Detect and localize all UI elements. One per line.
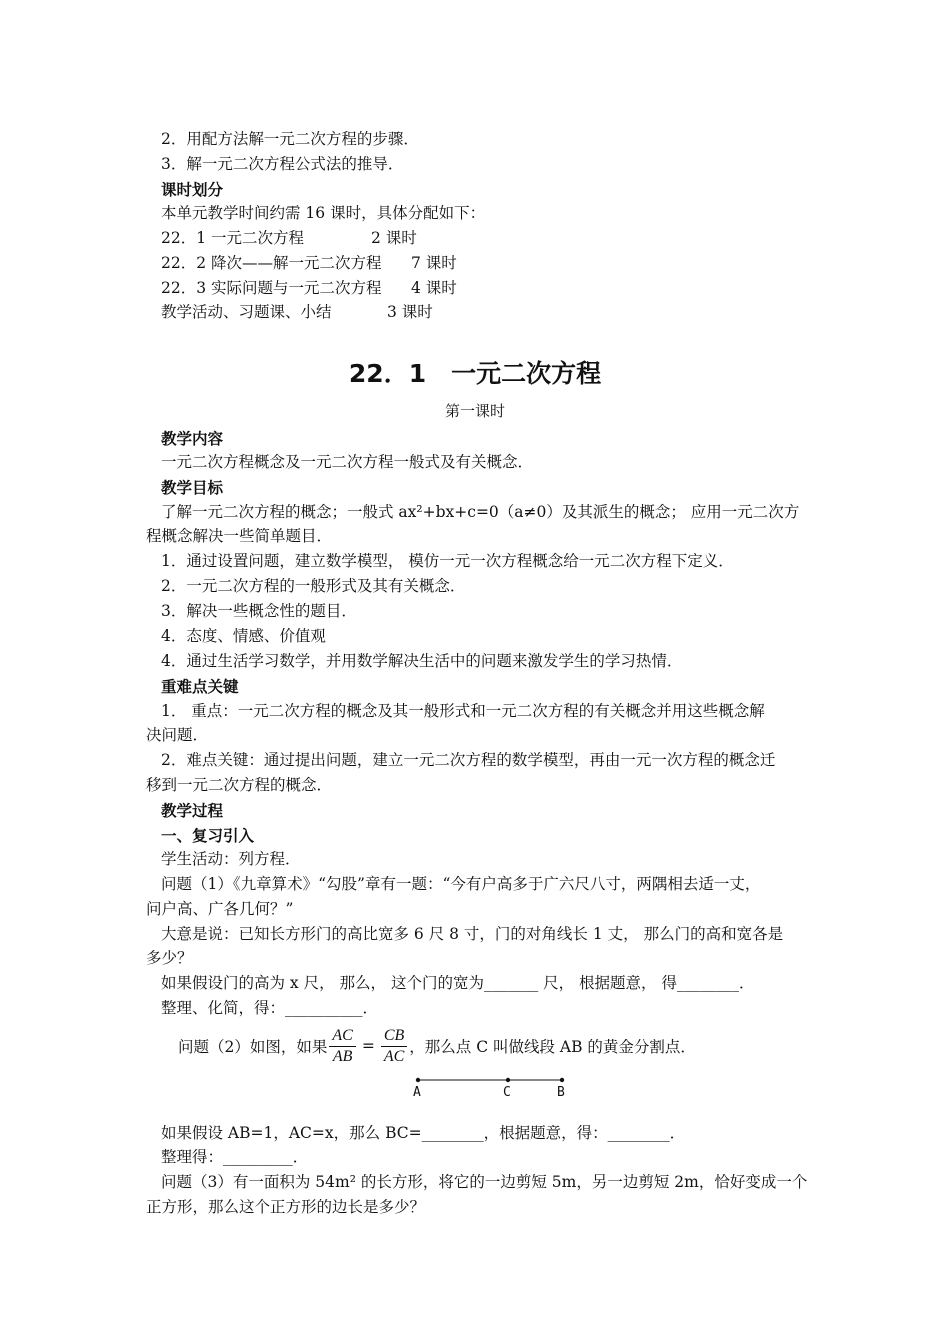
question-2-line — [178, 1021, 696, 1071]
fraction-numerator: CB — [381, 1026, 407, 1047]
goals-paragraph-line1: 了解一元二次方程的概念；一般式 ax²+bx+c=0（a≠0）及其派生的概念； 应用一元二次方 — [161, 503, 800, 521]
point-a — [416, 1078, 420, 1082]
question-3-line1: 问题（3）有一面积为 54m² 的长方形，将它的一边剪短 5m，另一边剪短 2m，恰好变成一个 — [161, 1173, 808, 1191]
question-2-suffix: ，那么点 C 叫做线段 AB 的黄金分割点． — [409, 1038, 696, 1056]
question-1-simplify: 整理、化简，得：__________． — [161, 999, 379, 1017]
keypoint-2-line2: 移到一元二次方程的概念． — [146, 776, 333, 794]
question-2-suppose: 如果假设 AB=1，AC=x，那么 BC=________，根据题意，得：________． — [161, 1124, 686, 1142]
point-b — [560, 1078, 564, 1082]
question-1-meaning-line2: 多少？ — [146, 949, 193, 967]
schedule-row — [161, 300, 825, 325]
goal-item: 3．解决一些概念性的题目． — [161, 602, 357, 620]
student-activity: 学生活动：列方程． — [161, 850, 301, 868]
question-1-line1: 问题（1）《九章算术》“勾股”章有一题：“今有户高多于广六尺八寸，两隅相去适一丈， — [161, 875, 761, 893]
label-c: C — [503, 1085, 511, 1100]
lesson-label: 第一课时 — [444, 402, 505, 420]
content-text: 一元二次方程概念及一元二次方程一般式及有关概念． — [161, 453, 534, 471]
label-a: A — [413, 1085, 421, 1100]
goal-item: 4．态度、情感、价值观 — [161, 627, 326, 645]
goal-item: 4．通过生活学习数学，并用数学解决生活中的问题来激发学生的学习热情． — [161, 652, 683, 670]
schedule-row — [161, 276, 825, 301]
keypoint-1-line2: 决问题． — [146, 726, 209, 744]
question-3-line2: 正方形，那么这个正方形的边长是多少？ — [146, 1198, 426, 1216]
intro-item-3: 3．解一元二次方程公式法的推导． — [161, 155, 404, 173]
label-b: B — [557, 1085, 565, 1100]
schedule-heading: 课时划分 — [161, 180, 224, 199]
goals-paragraph-line2: 程概念解决一些简单题目． — [146, 527, 333, 545]
keypoints-heading: 重难点关键 — [161, 677, 239, 696]
goals-heading: 教学目标 — [161, 478, 224, 497]
question-1-meaning-line1: 大意是说：已知长方形门的高比宽多 6 尺 8 寸，门的对角线长 1 丈， 那么门的高和宽各是 — [161, 925, 784, 943]
schedule-row-name: 22．3 实际问题与一元二次方程 — [161, 279, 382, 297]
schedule-row-hours: 7 课时 — [411, 254, 457, 272]
question-2-prefix: 问题（2）如图，如果 — [178, 1038, 328, 1056]
schedule-row-hours: 3 课时 — [387, 303, 433, 321]
schedule-intro: 本单元教学时间约需 16 课时，具体分配如下： — [161, 204, 486, 222]
goal-item: 1．通过设置问题，建立数学模型， 模仿一元一次方程概念给一元二次方程下定义． — [161, 552, 734, 570]
schedule-row-name: 教学活动、习题课、小结 — [161, 303, 332, 321]
keypoint-2-line1: 2．难点关键：通过提出问题，建立一元二次方程的数学模型，再由一元一次方程的概念迁 — [161, 751, 776, 769]
question-1-suppose: 如果假设门的高为 x 尺， 那么， 这个门的宽为_______ 尺， 根据题意， 得________． — [161, 974, 755, 992]
content-heading: 教学内容 — [161, 429, 224, 448]
section-title: 22．1 一元二次方程 — [348, 359, 602, 388]
question-1-line2: 问户高、广各几何？” — [146, 900, 294, 918]
point-c — [506, 1078, 510, 1082]
schedule-row — [161, 251, 825, 276]
fraction-numerator: AC — [329, 1026, 355, 1047]
process-subheading: 一、复习引入 — [161, 826, 255, 845]
fraction-cb-ac — [381, 1026, 407, 1067]
schedule-row-hours: 2 课时 — [371, 229, 417, 247]
fraction-ac-ab — [329, 1026, 355, 1067]
question-2-simplify: 整理得：_________． — [161, 1148, 309, 1166]
schedule-row-hours: 4 课时 — [411, 279, 457, 297]
schedule-row — [161, 226, 825, 251]
goal-item: 2．一元二次方程的一般形式及其有关概念． — [161, 577, 466, 595]
equals-sign: = — [361, 1037, 375, 1055]
keypoint-1-line1: 1． 重点：一元二次方程的概念及其一般形式和一元二次方程的有关概念并用这些概念解 — [161, 702, 765, 720]
fraction-denominator: AB — [332, 1047, 353, 1065]
fraction-denominator: AC — [383, 1047, 405, 1065]
schedule-row-name: 22．1 一元二次方程 — [161, 229, 305, 247]
process-heading: 教学过程 — [161, 801, 224, 820]
intro-item-2: 2．用配方法解一元二次方程的步骤． — [161, 130, 419, 148]
schedule-row-name: 22．2 降次——解一元二次方程 — [161, 254, 382, 272]
